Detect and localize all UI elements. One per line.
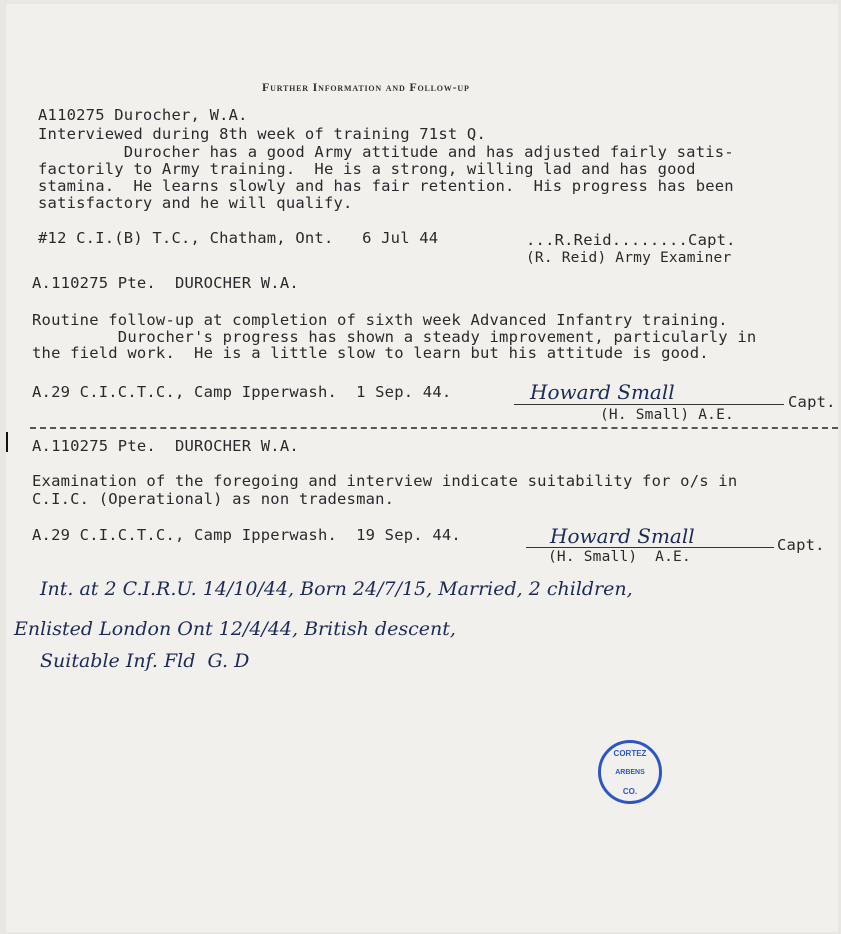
entry1-text-line: Durocher has a good Army attitude and has adjusted fairly satis-	[38, 143, 734, 161]
ink-stamp	[598, 740, 662, 804]
entry2-signer-name: (H. Small) A.E.	[600, 407, 734, 423]
section-divider	[30, 427, 838, 429]
entry2-handwritten-signature: Howard Small	[530, 380, 675, 404]
handwritten-note-line: Int. at 2 C.I.R.U. 14/10/44, Born 24/7/15, Married, 2 children,	[40, 578, 633, 600]
entry3-signer-name: (H. Small) A.E.	[548, 549, 691, 565]
entry1-text-line: satisfactory and he will qualify.	[38, 194, 353, 212]
stamp-top-text: CORTEZ	[613, 749, 647, 758]
form-header: Further Information and Follow-up	[262, 80, 470, 94]
handwritten-note-line: Enlisted London Ont 12/4/44, British descent,	[14, 618, 456, 640]
entry2-rank: Capt.	[788, 393, 836, 411]
entry1-id-line: A110275 Durocher, W.A.	[38, 106, 248, 124]
entry3-text-line: C.I.C. (Operational) as non tradesman.	[32, 490, 395, 508]
entry3-handwritten-signature: Howard Small	[550, 524, 695, 548]
entry1-text-line: stamina. He learns slowly and has fair retention. His progress has been	[38, 177, 734, 195]
entry2-id-line: A.110275 Pte. DUROCHER W.A.	[32, 274, 299, 292]
entry3-signature-rule	[526, 547, 774, 548]
entry1-place-date: #12 C.I.(B) T.C., Chatham, Ont. 6 Jul 44	[38, 229, 439, 247]
margin-tick	[6, 432, 8, 452]
entry2-text-line: Durocher's progress has shown a steady improvement, particularly in	[32, 328, 757, 346]
entry2-text-line: Routine follow-up at completion of sixth week Advanced Infantry training.	[32, 311, 728, 329]
entry1-interview-line: Interviewed during 8th week of training 71st Q.	[38, 125, 486, 143]
entry3-text-line: Examination of the foregoing and interview indicate suitability for o/s in	[32, 472, 738, 490]
entry1-text-line: factorily to Army training. He is a strong, willing lad and has good	[38, 160, 696, 178]
entry2-place-date: A.29 C.I.C.T.C., Camp Ipperwash. 1 Sep. 44.	[32, 383, 452, 401]
entry1-signature-line: ...R.Reid........Capt.	[526, 231, 736, 249]
entry2-text-line: the field work. He is a little slow to learn but his attitude is good.	[32, 344, 709, 362]
handwritten-note-line: Suitable Inf. Fld G. D	[40, 650, 250, 672]
entry2-signature-rule	[514, 404, 784, 405]
entry1-signer-name: (R. Reid) Army Examiner	[526, 250, 732, 266]
stamp-middle-text: ARBENS	[615, 769, 645, 776]
entry3-place-date: A.29 C.I.C.T.C., Camp Ipperwash. 19 Sep. 44.	[32, 526, 461, 544]
entry3-rank: Capt.	[777, 536, 825, 554]
stamp-bottom-text: CO.	[622, 787, 638, 796]
entry3-id-line: A.110275 Pte. DUROCHER W.A.	[32, 437, 299, 455]
